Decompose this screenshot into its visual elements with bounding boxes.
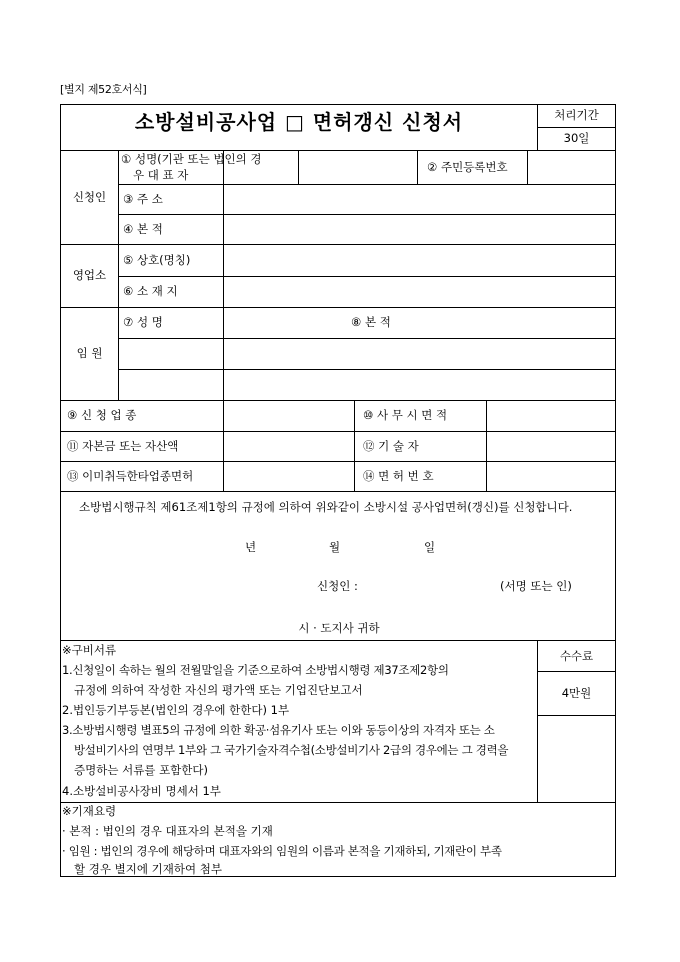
fee-label: 수수료 [559,649,594,663]
resident-no-label: ② 주민등록번호 [427,160,508,174]
signer-label: 신청인 : [317,579,358,593]
divider [417,150,418,184]
signature-field[interactable] [377,575,497,597]
officers-section-label: 임 원 [76,346,103,360]
office-area-field[interactable] [488,402,615,430]
license-no-field[interactable] [488,463,615,490]
divider [61,307,616,308]
recipient: 시 · 도지사 귀하 [298,621,380,635]
divider [537,715,616,716]
divider [118,214,616,215]
divider [61,400,616,401]
sign-note: (서명 또는 인) [500,579,572,593]
applicant-section-label: 신청인 [72,190,107,204]
divider [118,150,119,400]
divider [537,640,538,802]
document-item-1-cont: 규정에 의하여 작성한 자신의 평가액 또는 기업진단보고서 [74,683,363,697]
address-field[interactable] [225,186,615,213]
form-title: 소방설비공사업 □ 면허갱신 신청서 [134,110,464,134]
business-section-label: 영업소 [72,268,107,282]
application-form [60,104,616,877]
officer-name-field[interactable] [120,371,222,399]
divider [61,150,616,151]
name-label: ① 성명(기관 또는 법인의 경 [121,152,262,166]
fee-value: 4만원 [561,686,592,700]
trade-name-label: ⑤ 상호(명칭) [123,253,191,267]
other-license-label: ⑬ 이미취득한타업종면허 [67,469,194,483]
capital-label: ⑪ 자본금 또는 자산액 [67,439,179,453]
instruction-item-2: · 임원 : 법인의 경우에 해당하며 대표자와의 임원의 이름과 본적을 기재하되, 기재란이 부족 [62,844,502,858]
divider [61,431,616,432]
resident-no-field[interactable] [528,153,614,183]
technician-label: ⑫ 기 술 자 [363,439,419,453]
divider [118,276,616,277]
officer-domicile-field[interactable] [225,371,615,399]
capital-field[interactable] [225,433,353,460]
location-label: ⑥ 소 재 지 [123,284,178,298]
divider [118,184,616,185]
declaration-text: 소방법시행규칙 제61조제1항의 규정에 의하여 위와같이 소방시설 공사업면허(갱신)를 신청합니다. [79,500,573,514]
document-item-3: 3.소방법시행령 별표5의 규정에 의한 확공·섬유기사 또는 이와 동등이상의 자격자 또는 소 [62,723,495,737]
processing-period-value: 30일 [563,131,590,145]
trade-name-field[interactable] [225,246,615,275]
name-field[interactable] [299,153,416,183]
officer-name-field[interactable] [120,340,222,368]
name-label-line2: 우 대 표 자 [133,168,189,182]
date-year-label: 년 [245,540,257,554]
document-item-1: 1.신청일이 속하는 월의 전월말일을 기준으로하여 소방법시행령 제37조제2항의 [62,663,449,677]
domicile-field[interactable] [225,216,615,243]
divider [118,369,616,370]
divider [61,491,616,492]
location-field[interactable] [225,278,615,306]
officer-name-label: ⑦ 성 명 [123,315,163,329]
divider [354,400,355,491]
industry-label: ⑨ 신 청 업 종 [67,408,137,422]
document-item-2: 2.법인등기부등본(법인의 경우에 한한다) 1부 [62,703,290,717]
address-label: ③ 주 소 [123,192,163,206]
divider [486,400,487,491]
industry-field[interactable] [225,402,353,430]
document-item-4: 4.소방설비공사장비 명세서 1부 [62,784,221,798]
officer-domicile-field[interactable] [225,340,615,368]
instructions-header: ※기재요령 [62,804,117,818]
processing-period-label: 처리기간 [554,108,599,122]
other-license-field[interactable] [225,463,353,490]
divider [61,461,616,462]
divider [223,150,224,491]
technician-field[interactable] [488,433,615,460]
document-item-3-cont2: 증명하는 서류를 포함한다) [74,763,208,777]
license-no-label: ⑭ 면 허 번 호 [363,469,434,483]
document-item-3-cont: 방설비기사의 연명부 1부와 그 국가기술자격수첩(소방설비기사 2급의 경우에는 그 경력을 [74,743,509,757]
form-number: [별지 제52호서식] [60,83,147,96]
officer-domicile-label: ⑧ 본 적 [351,315,391,329]
instruction-item-1: · 본적 : 법인의 경우 대표자의 본적을 기재 [62,824,273,838]
office-area-label: ⑩ 사 무 시 면 적 [363,408,448,422]
divider [537,127,616,128]
divider [61,802,616,803]
divider [118,338,616,339]
documents-header: ※구비서류 [62,643,117,657]
instruction-item-2-cont: 할 경우 별지에 기재하여 첨부 [74,862,222,876]
date-day-label: 일 [424,540,436,554]
date-month-label: 월 [329,540,341,554]
domicile-label: ④ 본 적 [123,222,163,236]
divider [537,671,616,672]
divider [61,640,616,641]
divider [61,244,616,245]
